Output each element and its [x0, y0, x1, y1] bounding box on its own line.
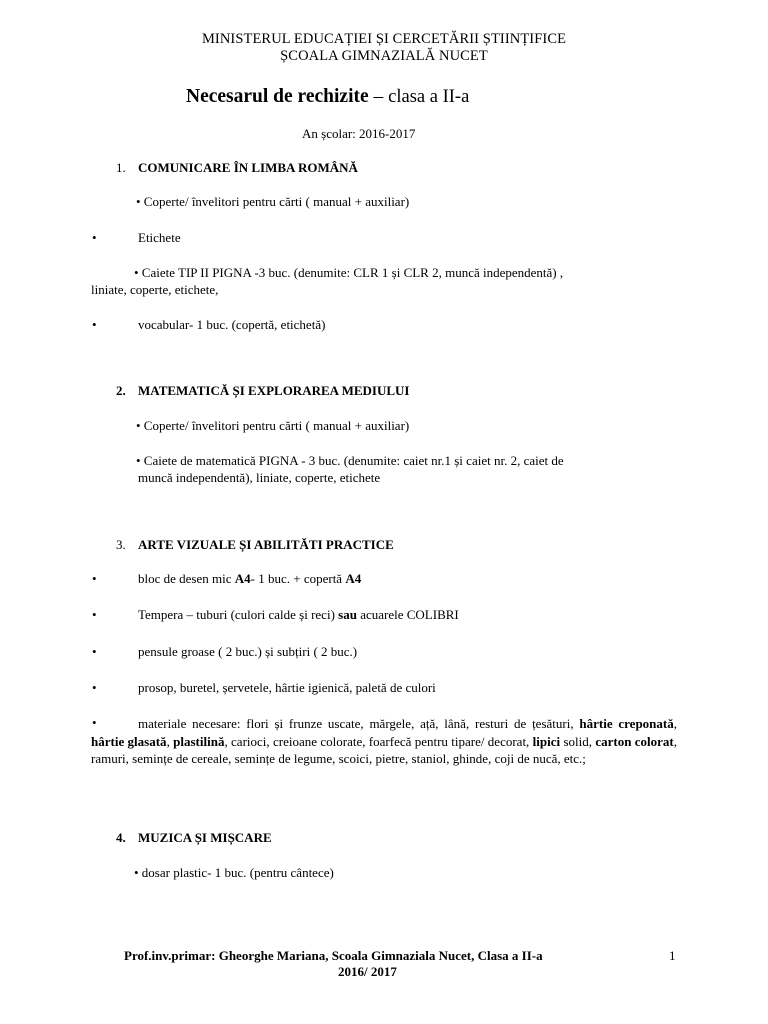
- bullet: •: [92, 644, 97, 659]
- s1-item-vocabulary: vocabular- 1 buc. (copertă, etichetă): [138, 317, 326, 332]
- section-2-heading: MATEMATICĂ ȘI EXPLORAREA MEDIULUI: [138, 383, 410, 398]
- bullet: •: [92, 230, 97, 245]
- bullet: •: [92, 715, 97, 730]
- page-number: 1: [669, 948, 676, 963]
- school-year: An școlar: 2016-2017: [302, 126, 416, 141]
- section-1-heading: COMUNICARE ÎN LIMBA ROMÂNĂ: [138, 160, 358, 175]
- bullet: •: [92, 607, 97, 622]
- s3-item-tempera: Tempera – tuburi (culori calde și reci) sau acuarele COLIBRI: [138, 607, 459, 622]
- title-dash: –: [368, 86, 389, 107]
- s3-item-brushes: pensule groase ( 2 buc.) și subțiri ( 2 buc.): [138, 644, 358, 659]
- footer-author: Prof.inv.primar: Gheorghe Mariana, Scoala Gimnaziala Nucet, Clasa a II-a: [124, 948, 543, 963]
- title-class: clasa a II-a: [388, 87, 470, 107]
- s1-item-notebooks-line2: liniate, coperte, etichete,: [91, 282, 219, 297]
- section-3-heading: ARTE VIZUALE ȘI ABILITĂTI PRACTICE: [138, 537, 394, 552]
- ministry-header: MINISTERUL EDUCAȚIEI ȘI CERCETĂRII ȘTIINȚIFICE: [201, 31, 567, 47]
- section-4-number: 4.: [116, 830, 126, 845]
- s2-item-notebooks-line1: • Caiete de matematică PIGNA - 3 buc. (denumite: caiet nr.1 și caiet nr. 2, caiet de: [136, 453, 564, 468]
- page-title: [186, 85, 469, 109]
- bullet: •: [92, 680, 97, 695]
- s4-item-folder: • dosar plastic- 1 buc. (pentru cântece): [134, 865, 334, 880]
- s1-item-notebooks-line1: • Caiete TIP II PIGNA -3 buc. (denumite: CLR 1 și CLR 2, muncă independentă) ,: [134, 265, 564, 280]
- s2-item-notebooks-line2: muncă independentă), liniate, coperte, etichete: [138, 470, 381, 485]
- section-2-number: 2.: [116, 383, 126, 398]
- bullet: •: [92, 317, 97, 332]
- section-1-number: 1.: [116, 160, 126, 175]
- s3-item-towel: prosop, buretel, șervetele, hârtie igienică, paletă de culori: [138, 680, 436, 695]
- section-4-heading: MUZICA ȘI MIȘCARE: [138, 830, 272, 845]
- section-3-number: 3.: [116, 537, 126, 552]
- s2-item-covers: • Coperte/ învelitori pentru cărti ( manual + auxiliar): [136, 418, 410, 433]
- bullet: •: [92, 571, 97, 586]
- school-header: ȘCOALA GIMNAZIALĂ NUCET: [280, 48, 488, 64]
- s3-item-materials: materiale necesare: flori și frunze uscate, mărgele, ață, lână, resturi de țesături, hârtie creponată, hârtie glasată, plastilină, carioci, creioane colorate, foarfecă pentru tipare/ decorat, lipici solid, carton colorat, ramuri, semințe de cereale, semințe de legume, scoici, pietre, staniol, ghinde, coji de nucă, etc.;: [91, 716, 677, 766]
- title-main: Necesarul de rechizite: [186, 86, 369, 107]
- s1-item-labels: Etichete: [138, 230, 181, 245]
- s1-item-covers: • Coperte/ învelitori pentru cărti ( manual + auxiliar): [136, 194, 410, 209]
- footer-year: 2016/ 2017: [338, 964, 397, 979]
- s3-item-drawing-block: bloc de desen mic A4- 1 buc. + copertă A4: [138, 571, 362, 586]
